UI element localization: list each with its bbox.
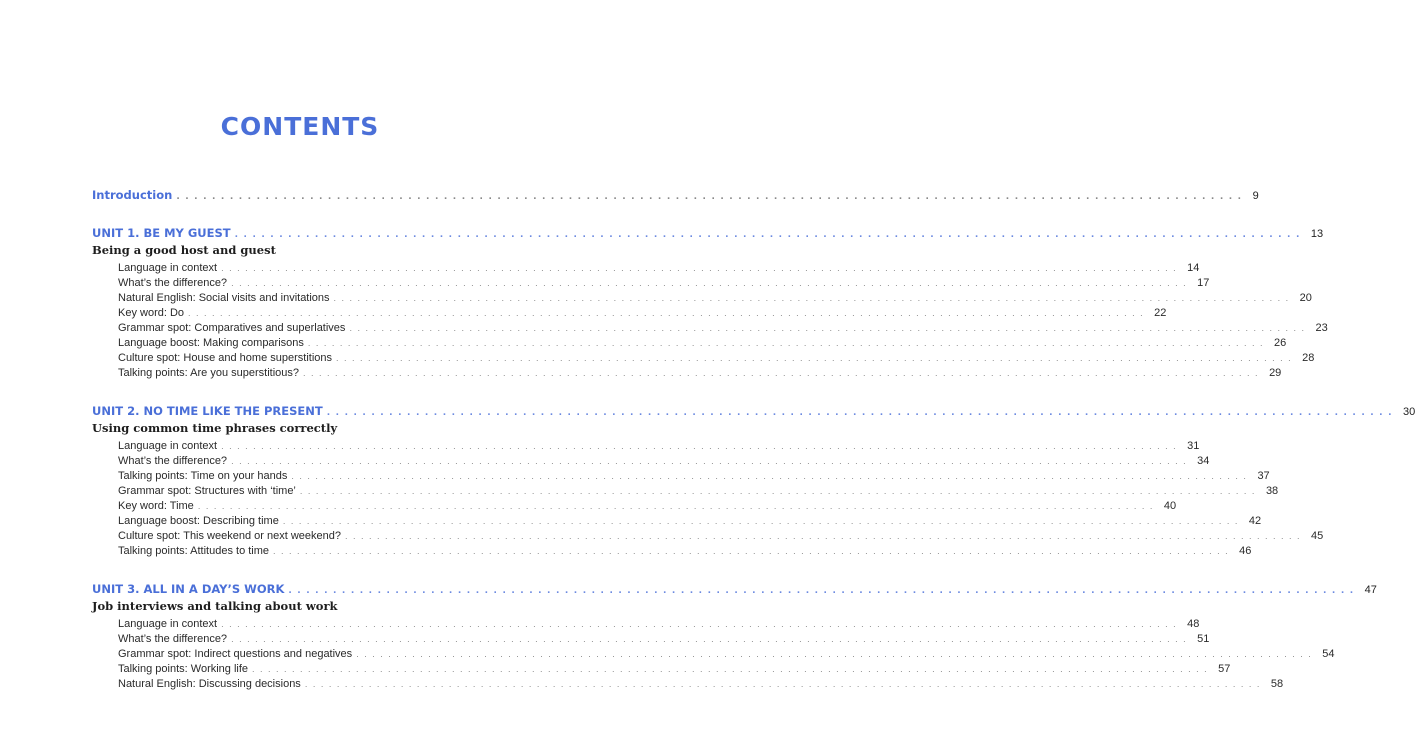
toc-page-number: 58 [1270, 678, 1284, 690]
toc-item-label: Grammar spot: Comparatives and superlatives [118, 322, 346, 334]
dot-leader: ........................................................................................................................ [303, 368, 1264, 378]
toc-item-label: What’s the difference? [118, 277, 228, 289]
toc-item[interactable] [118, 470, 1270, 482]
toc-item[interactable] [118, 515, 1262, 527]
unit-subtitle: Job interviews and talking about work [92, 599, 338, 613]
toc-page-number: 22 [1154, 307, 1167, 319]
toc-item[interactable] [118, 618, 1200, 630]
dot-leader: ........................................................................................................................ [288, 586, 1359, 596]
toc-item[interactable] [118, 292, 1312, 304]
toc-entry-label: Introduction [92, 188, 173, 202]
toc-page-number: 17 [1197, 277, 1210, 289]
toc-item[interactable] [118, 455, 1210, 467]
toc-item-label: Language boost: Making comparisons [118, 337, 304, 349]
dot-leader: ........................................................................................................................ [231, 634, 1192, 644]
toc-item[interactable] [118, 648, 1335, 660]
dot-leader: ........................................................................................................................ [234, 230, 1305, 240]
toc-introduction[interactable] [92, 188, 1259, 202]
toc-page-number: 34 [1197, 455, 1210, 467]
dot-leader: ........................................................................................................................ [304, 679, 1265, 689]
toc-page-number: 46 [1239, 545, 1252, 557]
unit-heading-label: UNIT 3. ALL IN A DAY’S WORK [92, 582, 285, 596]
toc-page-number: 51 [1197, 633, 1210, 645]
toc-item-label: Natural English: Social visits and invitations [118, 292, 330, 304]
toc-page-number: 23 [1315, 322, 1328, 334]
dot-leader: ........................................................................................................................ [356, 649, 1317, 659]
dot-leader: ........................................................................................................................ [291, 471, 1252, 481]
toc-page-number: 20 [1299, 292, 1312, 304]
dot-leader: ........................................................................................................................ [344, 531, 1306, 541]
dot-leader: ........................................................................................................................ [221, 441, 1182, 451]
unit-heading-label: UNIT 1. BE MY GUEST [92, 226, 231, 240]
unit-heading-label: UNIT 2. NO TIME LIKE THE PRESENT [92, 404, 323, 418]
dot-leader: ........................................................................................................................ [231, 278, 1192, 288]
toc-item-label: Language boost: Describing time [118, 515, 279, 527]
toc-item[interactable] [118, 440, 1200, 452]
toc-page-number: 31 [1187, 440, 1200, 452]
dot-leader: ........................................................................................................................ [197, 501, 1158, 511]
dot-leader: ........................................................................................................................ [307, 338, 1268, 348]
toc-item-label: Language in context [118, 262, 218, 274]
toc-page-number: 9 [1252, 190, 1259, 202]
toc-item-label: Key word: Do [118, 307, 185, 319]
toc-page-number: 37 [1257, 470, 1270, 482]
dot-leader: ........................................................................................................................ [221, 619, 1182, 629]
toc-page-number: 57 [1218, 663, 1231, 675]
toc-item[interactable] [118, 500, 1177, 512]
toc-item[interactable] [118, 545, 1252, 557]
toc-item-label: Talking points: Are you superstitious? [118, 367, 299, 379]
toc-unit-heading[interactable] [92, 404, 1415, 418]
toc-item[interactable] [118, 530, 1324, 542]
toc-item[interactable] [118, 262, 1200, 274]
toc-item[interactable] [118, 307, 1167, 319]
toc-item-label: Grammar spot: Structures with ‘time’ [118, 485, 296, 497]
dot-leader: ........................................................................................................................ [231, 456, 1192, 466]
dot-leader: ........................................................................................................................ [221, 263, 1182, 273]
dot-leader: ........................................................................................................................ [333, 293, 1294, 303]
toc-item-label: Language in context [118, 618, 218, 630]
toc-unit-heading[interactable] [92, 226, 1324, 240]
toc-item-label: What’s the difference? [118, 633, 228, 645]
toc-item[interactable] [118, 352, 1315, 364]
toc-item-label: Grammar spot: Indirect questions and negatives [118, 648, 353, 660]
toc-page-number: 40 [1163, 500, 1177, 512]
dot-leader: ........................................................................................................................ [349, 323, 1310, 333]
dot-leader: ........................................................................................................................ [176, 192, 1247, 202]
page-title: CONTENTS [220, 112, 380, 141]
toc-item-label: Key word: Time [118, 500, 194, 512]
toc-item-label: Talking points: Working life [118, 663, 249, 675]
unit-subtitle: Using common time phrases correctly [92, 421, 338, 435]
toc-item-label: Talking points: Attitudes to time [118, 545, 270, 557]
dot-leader: ........................................................................................................................ [299, 486, 1260, 496]
toc-page-number: 38 [1265, 485, 1279, 497]
toc-page-number: 29 [1269, 367, 1282, 379]
toc-item[interactable] [118, 367, 1282, 379]
toc-page-number: 54 [1322, 648, 1335, 660]
toc-item[interactable] [118, 663, 1231, 675]
toc-unit-heading[interactable] [92, 582, 1377, 596]
toc-item[interactable] [118, 277, 1210, 289]
toc-page-number: 30 [1403, 406, 1415, 418]
toc-item-label: Talking points: Time on your hands [118, 470, 288, 482]
dot-leader: ........................................................................................................................ [336, 353, 1297, 363]
dot-leader: ........................................................................................................................ [326, 408, 1398, 418]
toc-item-label: Language in context [118, 440, 218, 452]
toc-page-number: 26 [1273, 337, 1287, 349]
toc-page-number: 13 [1310, 228, 1324, 240]
toc-page-number: 47 [1364, 584, 1377, 596]
toc-item-label: What’s the difference? [118, 455, 228, 467]
toc-page-number: 45 [1311, 530, 1324, 542]
dot-leader: ........................................................................................................................ [273, 546, 1234, 556]
toc-item[interactable] [118, 633, 1210, 645]
toc-item-label: Natural English: Discussing decisions [118, 678, 301, 690]
toc-page-number: 42 [1248, 515, 1262, 527]
toc-item-label: Culture spot: This weekend or next weekend? [118, 530, 341, 542]
toc-item-label: Culture spot: House and home superstitions [118, 352, 333, 364]
toc-item[interactable] [118, 678, 1284, 690]
toc-page-number: 48 [1187, 618, 1200, 630]
toc-item[interactable] [118, 322, 1328, 334]
toc-page-number: 28 [1302, 352, 1315, 364]
toc-item[interactable] [118, 485, 1279, 497]
unit-subtitle: Being a good host and guest [92, 243, 276, 257]
dot-leader: ........................................................................................................................ [188, 308, 1149, 318]
toc-page-number: 14 [1187, 262, 1200, 274]
dot-leader: ........................................................................................................................ [252, 664, 1213, 674]
toc-item[interactable] [118, 337, 1287, 349]
dot-leader: ........................................................................................................................ [282, 516, 1243, 526]
